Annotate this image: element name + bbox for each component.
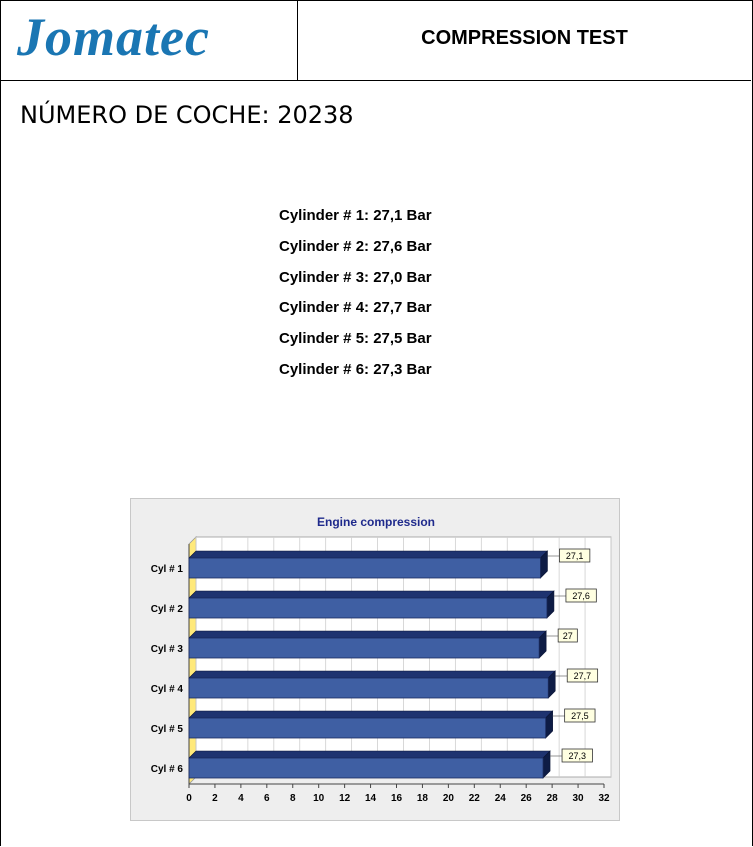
x-tick-label: 22	[468, 793, 480, 804]
chart-title: Engine compression	[316, 515, 436, 529]
category-label: Cyl # 1	[150, 564, 183, 575]
x-tick-label: 0	[186, 793, 192, 804]
x-tick-label: 30	[572, 793, 584, 804]
jomatec-logo: Jomatec	[17, 7, 210, 67]
category-label: Cyl # 4	[150, 684, 183, 695]
data-label: 27,3	[568, 751, 587, 761]
x-tick-label: 18	[416, 793, 428, 804]
x-tick-label: 10	[313, 793, 325, 804]
engine-compression-chart	[130, 498, 620, 821]
x-tick-label: 6	[264, 793, 270, 804]
cylinder-reading: Cylinder # 6: 27,3 Bar	[279, 360, 432, 378]
bar	[189, 718, 546, 738]
x-tick-label: 12	[339, 793, 351, 804]
data-label: 27,1	[565, 551, 584, 561]
bar-top	[189, 711, 553, 718]
x-tick-label: 20	[442, 793, 454, 804]
car-number: NÚMERO DE COCHE: 20238	[20, 101, 354, 129]
x-tick-label: 32	[598, 793, 610, 804]
cylinder-reading: Cylinder # 5: 27,5 Bar	[279, 330, 432, 348]
bar	[189, 638, 539, 658]
data-label: 27,5	[571, 711, 589, 721]
x-tick-label: 4	[238, 793, 244, 804]
x-tick-label: 14	[365, 793, 377, 804]
category-label: Cyl # 3	[150, 644, 183, 655]
data-label: 27	[562, 631, 573, 641]
category-label: Cyl # 6	[150, 764, 183, 775]
report-header	[0, 0, 751, 81]
cylinder-reading: Cylinder # 1: 27,1 Bar	[279, 207, 432, 224]
cylinder-reading: Cylinder # 4: 27,7 Bar	[279, 299, 432, 317]
category-label: Cyl # 5	[150, 724, 183, 735]
x-tick-label: 16	[390, 793, 403, 804]
data-label: 27,7	[573, 671, 592, 681]
bar-top	[189, 751, 550, 758]
cylinder-reading: Cylinder # 3: 27,0 Bar	[279, 268, 432, 286]
bar	[189, 678, 548, 698]
bar	[189, 558, 540, 578]
bar-top	[189, 591, 554, 598]
x-tick-label: 26	[520, 793, 532, 804]
x-tick-label: 2	[212, 793, 218, 804]
chart-canvas	[131, 499, 621, 822]
bar	[189, 758, 543, 778]
x-tick-label: 28	[546, 793, 558, 804]
bar-top	[189, 551, 547, 558]
report-title: COMPRESSION TEST	[421, 27, 628, 49]
cylinder-reading: Cylinder # 2: 27,6 Bar	[279, 237, 432, 255]
bar-top	[189, 631, 546, 638]
cylinder-readings	[279, 204, 519, 389]
category-label: Cyl # 2	[150, 604, 183, 615]
x-tick-label: 8	[289, 793, 296, 804]
x-tick-label: 24	[494, 793, 506, 804]
data-label: 27,6	[572, 591, 590, 601]
bar-top	[189, 671, 555, 678]
bar	[189, 598, 547, 618]
